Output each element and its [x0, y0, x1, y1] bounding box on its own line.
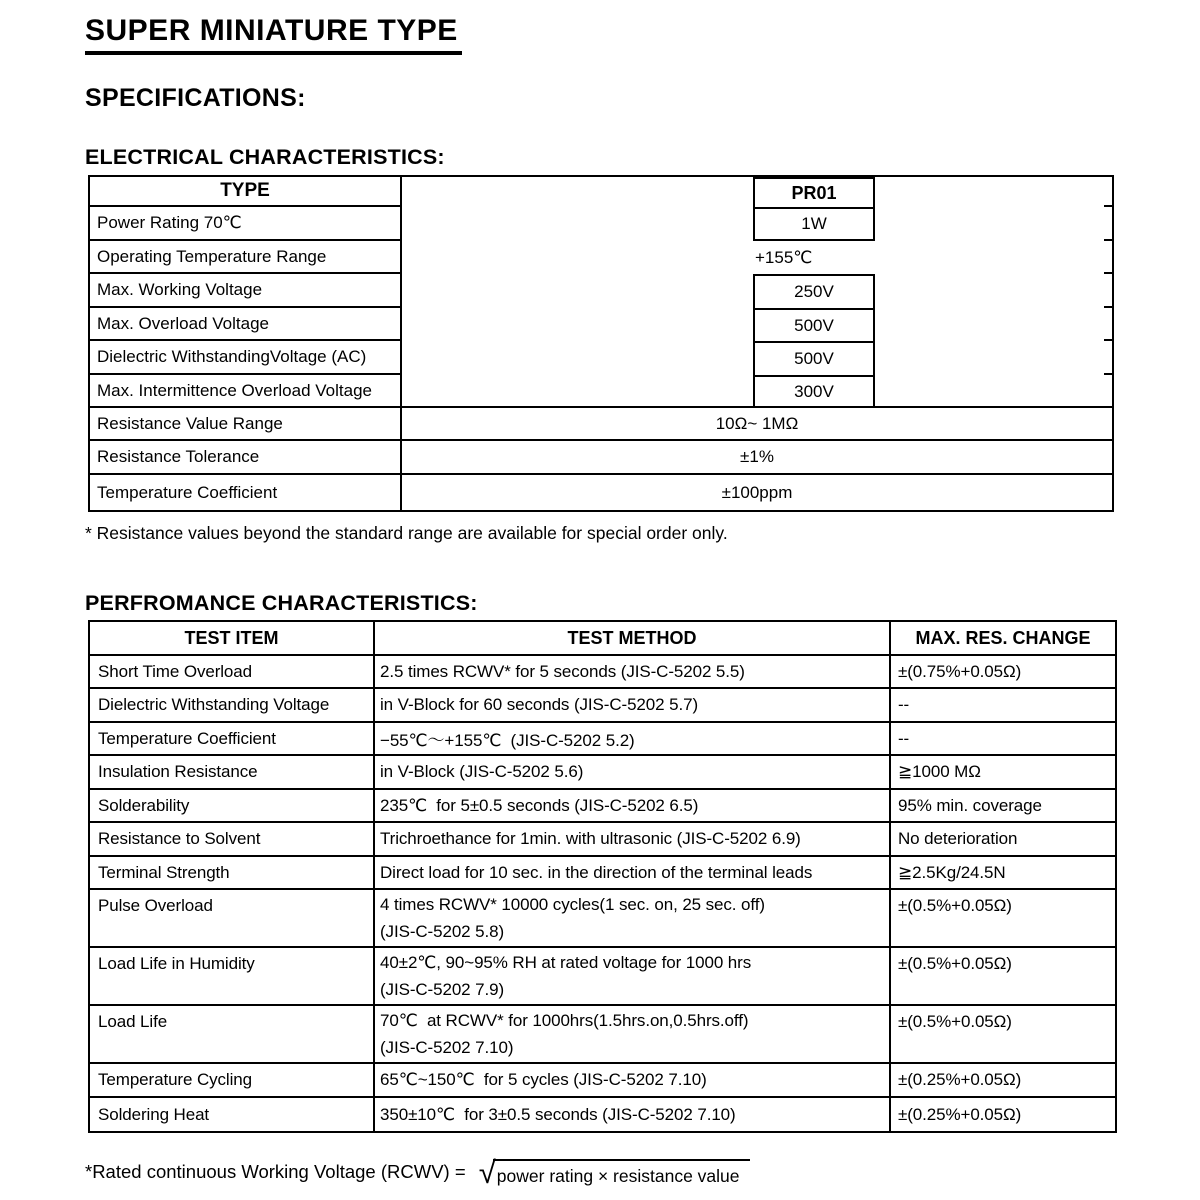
electrical-value: 1W: [801, 214, 827, 233]
electrical-left-column: [90, 177, 402, 510]
table-row: [90, 1006, 1115, 1064]
section-electrical-heading: ELECTRICAL CHARACTERISTICS:: [85, 145, 445, 169]
test-item: Temperature Cycling: [90, 1064, 375, 1096]
max-res-change: --: [898, 728, 910, 748]
border-tick: [1104, 272, 1112, 274]
table-row: [90, 756, 1115, 790]
test-item: Soldering Heat: [90, 1098, 375, 1131]
test-method: [375, 948, 891, 1004]
test-method: in V-Block for 60 seconds (JIS-C-5202 5.7): [375, 689, 891, 721]
test-method: 65℃~150℃ for 5 cycles (JIS-C-5202 7.10): [375, 1064, 891, 1096]
electrical-row-label: Dielectric WithstandingVoltage (AC): [90, 341, 400, 375]
test-item: Insulation Resistance: [90, 756, 375, 788]
max-res-change: ±(0.25%+0.05Ω): [898, 1070, 1022, 1089]
electrical-value: 300V: [794, 381, 834, 401]
border-tick: [1104, 373, 1112, 375]
square-root-sign: √: [478, 1155, 496, 1190]
table-row: [90, 823, 1115, 857]
electrical-row-label: Max. Overload Voltage: [90, 308, 400, 341]
electrical-value: 500V: [755, 310, 873, 343]
electrical-row-label: Operating Temperature Range: [90, 241, 400, 274]
max-res-change: ≧1000 MΩ: [898, 762, 981, 781]
table-row: [90, 1098, 1115, 1131]
table-row: [90, 1064, 1115, 1098]
electrical-footnote: * Resistance values beyond the standard range are available for special order only.: [85, 523, 728, 543]
column-header-max-res-change: MAX. RES. CHANGE: [915, 627, 1091, 648]
table-row: [90, 790, 1115, 823]
border-tick: [1104, 239, 1112, 241]
border-tick: [1104, 306, 1112, 308]
performance-table: [88, 620, 1117, 1133]
electrical-row-label: Temperature Coefficient: [97, 482, 278, 502]
page-title: SUPER MINIATURE TYPE: [85, 14, 462, 55]
rcwv-footnote: [85, 1157, 750, 1188]
electrical-table: [88, 175, 1114, 512]
test-method-line2: (JIS-C-5202 5.8): [380, 922, 505, 941]
electrical-value-temperature-coefficient: ±100ppm: [721, 482, 793, 502]
test-method: 2.5 times RCWV* for 5 seconds (JIS-C-5202 5.5): [375, 656, 891, 687]
electrical-row-label: Resistance Tolerance: [90, 441, 400, 475]
table-row: [90, 857, 1115, 890]
table-row: [90, 948, 1115, 1006]
rcwv-footnote-text: *Rated continuous Working Voltage (RCWV) =: [85, 1161, 471, 1182]
test-item: Solderability: [90, 790, 375, 821]
electrical-value-resistance-range: 10Ω~ 1MΩ: [715, 413, 799, 433]
electrical-row-label: Max. Working Voltage: [90, 274, 400, 308]
column-header-test-item: TEST ITEM: [90, 622, 375, 654]
test-method: 235℃ for 5±0.5 seconds (JIS-C-5202 6.5): [375, 790, 891, 821]
test-item: Load Life in Humidity: [90, 948, 375, 1004]
table-row: [90, 723, 1115, 756]
max-res-change: ±(0.75%+0.05Ω): [898, 661, 1022, 681]
table-row: [90, 689, 1115, 723]
test-method: [375, 1006, 891, 1062]
test-method-line2: (JIS-C-5202 7.10): [380, 1038, 514, 1057]
electrical-value: 250V: [755, 276, 873, 310]
table-row: [90, 656, 1115, 689]
test-item: Dielectric Withstanding Voltage: [90, 689, 375, 721]
max-res-change: ≧2.5Kg/24.5N: [898, 862, 1006, 882]
table-row: [90, 890, 1115, 948]
max-res-change: --: [898, 695, 910, 714]
electrical-row-label: Max. Intermittence Overload Voltage: [90, 375, 400, 408]
test-method-line1: 40±2℃, 90~95% RH at rated voltage for 1000 hrs: [380, 953, 752, 972]
test-method-line2: (JIS-C-5202 7.9): [380, 980, 505, 999]
test-method: in V-Block (JIS-C-5202 5.6): [375, 756, 891, 788]
test-method: [375, 890, 891, 946]
max-res-change: ±(0.5%+0.05Ω): [898, 954, 1012, 973]
max-res-change: ±(0.25%+0.05Ω): [898, 1104, 1022, 1124]
section-specifications: SPECIFICATIONS:: [85, 84, 306, 112]
electrical-value: 500V: [755, 343, 873, 377]
electrical-model-header: PR01: [755, 179, 873, 209]
border-tick: [1104, 339, 1112, 341]
electrical-value-operating-temp: +155℃: [755, 247, 813, 267]
max-res-change: No deterioration: [898, 829, 1018, 848]
electrical-header-type: TYPE: [90, 177, 400, 207]
rcwv-radicand: power rating × resistance value: [493, 1159, 750, 1188]
electrical-value-resistance-tolerance: ±1%: [740, 447, 774, 466]
test-item: Load Life: [90, 1006, 375, 1062]
test-item: Pulse Overload: [90, 890, 375, 946]
test-method: Direct load for 10 sec. in the direction of the terminal leads: [375, 857, 891, 888]
electrical-pr01-box-top: [753, 177, 875, 241]
column-header-test-method: TEST METHOD: [375, 622, 891, 654]
section-performance-heading: PERFROMANCE CHARACTERISTICS:: [85, 591, 478, 615]
max-res-change: 95% min. coverage: [898, 795, 1042, 815]
electrical-pr01-box-bottom: [753, 274, 875, 408]
border-tick: [1104, 205, 1112, 207]
max-res-change: ±(0.5%+0.05Ω): [898, 896, 1012, 915]
test-item: Short Time Overload: [90, 656, 375, 687]
test-item: Terminal Strength: [90, 857, 375, 888]
test-item: Resistance to Solvent: [90, 823, 375, 855]
test-item: Temperature Coefficient: [90, 723, 375, 754]
test-method: 350±10℃ for 3±0.5 seconds (JIS-C-5202 7.10): [375, 1098, 891, 1131]
max-res-change: ±(0.5%+0.05Ω): [898, 1012, 1012, 1031]
test-method-line1: 70℃ at RCWV* for 1000hrs(1.5hrs.on,0.5hrs.off): [380, 1011, 749, 1030]
test-method: Trichroethance for 1min. with ultrasonic (JIS-C-5202 6.9): [375, 823, 891, 855]
electrical-row-label: Resistance Value Range: [90, 408, 400, 441]
test-method-line1: 4 times RCWV* 10000 cycles(1 sec. on, 25 sec. off): [380, 895, 765, 914]
electrical-row-label: Power Rating 70℃: [90, 207, 400, 241]
test-method: −55℃～+155℃ (JIS-C-5202 5.2): [375, 723, 891, 754]
performance-header-row: [90, 622, 1115, 656]
